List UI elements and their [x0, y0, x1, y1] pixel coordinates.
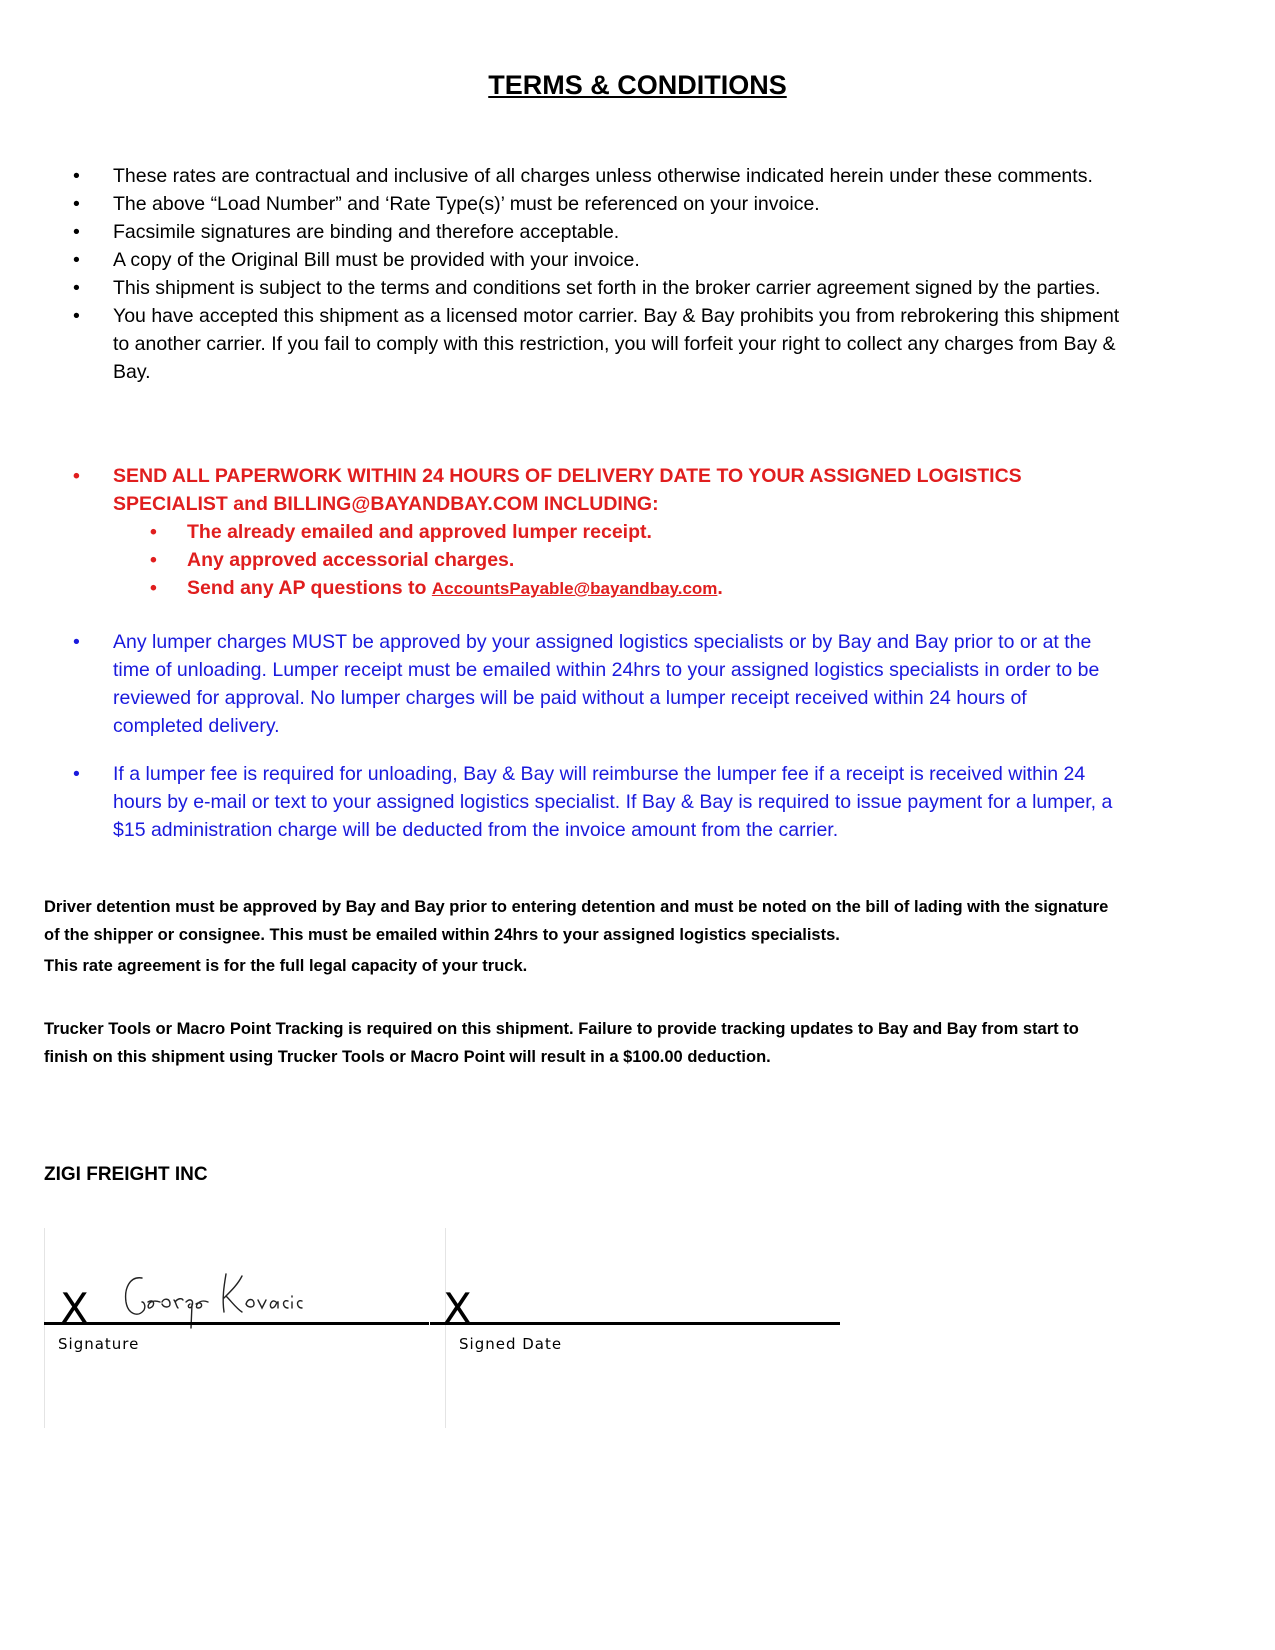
capacity-text: This rate agreement is for the full legal capacity of your truck.	[44, 957, 528, 975]
lumper-list-1	[0, 628, 1275, 740]
paperwork-list	[0, 462, 1275, 518]
term-item: • You have accepted this shipment as a licensed motor carrier. Bay & Bay prohibits you from rebrokering this shipment to another carrier. If you fail to comply with this restriction, you will forfeit your right to collect any charges from Bay & Bay.	[0, 302, 1275, 386]
term-item: • These rates are contractual and inclusive of all charges unless otherwise indicated herein under these comments.	[0, 162, 1275, 190]
page-title: TERMS & CONDITIONS	[488, 70, 787, 100]
lumper-item: • If a lumper fee is required for unloading, Bay & Bay will reimburse the lumper fee if a receipt is received within 24 hours by e-mail or text to your assigned logistics specialist. If Bay & Bay is required to issue payment for a lumper, a $15 administration charge will be deducted from the invoice amount from the carrier.	[0, 760, 1275, 844]
ap-email-link[interactable]: AccountsPayable@bayandbay.com	[431, 579, 718, 598]
ap-suffix: .	[717, 577, 723, 599]
term-item: • A copy of the Original Bill must be provided with your invoice.	[0, 246, 1275, 274]
paperwork-sublist	[0, 518, 1275, 603]
detention-text: Driver detention must be approved by Bay and Bay prior to entering detention and must be noted on the bill of lading with the signature of the shipper or consignee. This must be emailed within 24hrs to your assigned logistics specialists.	[44, 898, 1109, 944]
paperwork-item: • Any approved accessorial charges.	[0, 546, 1275, 574]
signed-date-caption: Signed Date	[459, 1335, 563, 1353]
tracking-text: Trucker Tools or Macro Point Tracking is required on this shipment. Failure to provide tracking updates to Bay and Bay from start to finish on this shipment using Trucker Tools or Macro Point will result in a $100.00 deduction.	[44, 1020, 1079, 1066]
signature-caption: Signature	[58, 1335, 140, 1353]
signature-line	[44, 1322, 429, 1325]
term-item: • The above “Load Number” and ‘Rate Type(s)’ must be referenced on your invoice.	[0, 190, 1275, 218]
paperwork-item-ap	[0, 574, 1275, 603]
signature-x-mark: X	[60, 1284, 89, 1333]
paperwork-item: • The already emailed and approved lumper receipt.	[0, 518, 1275, 546]
paperwork-heading: • SEND ALL PAPERWORK WITHIN 24 HOURS OF DELIVERY DATE TO YOUR ASSIGNED LOGISTICS SPECIALIST and BILLING@BAYANDBAY.COM INCLUDING:	[0, 462, 1275, 518]
company-name: ZIGI FREIGHT INC	[44, 1164, 208, 1185]
signed-date-x-mark: X	[443, 1284, 472, 1333]
ap-prefix: Send any AP questions to	[187, 577, 432, 599]
lumper-item: • Any lumper charges MUST be approved by your assigned logistics specialists or by Bay and Bay prior to or at the time of unloading. Lumper receipt must be emailed within 24hrs to your assigned logistics specialists in order to be reviewed for approval. No lumper charges will be paid without a lumper receipt received within 24 hours of completed delivery.	[0, 628, 1275, 740]
terms-list	[0, 162, 1275, 386]
lumper-list-2	[0, 760, 1275, 844]
handwritten-signature-icon	[120, 1268, 330, 1348]
signed-date-line	[430, 1322, 840, 1325]
term-item: • This shipment is subject to the terms and conditions set forth in the broker carrier agreement signed by the parties.	[0, 274, 1275, 302]
term-item: • Facsimile signatures are binding and therefore acceptable.	[0, 218, 1275, 246]
